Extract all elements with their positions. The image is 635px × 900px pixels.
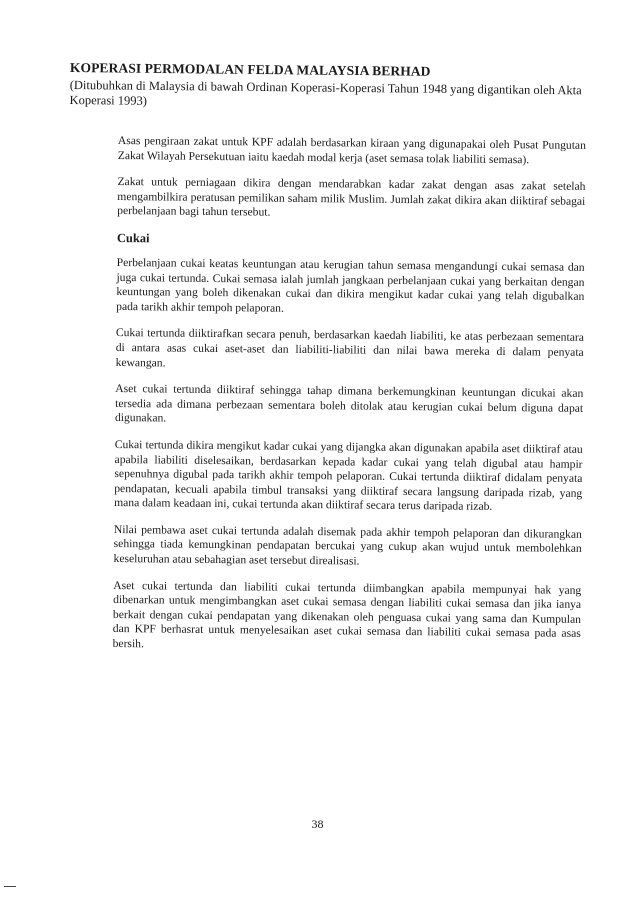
cukai-paragraph-4: Cukai tertunda dikira mengikut kadar cukai yang dijangka akan digunakan apabila aset diiktiraf atau apabila liabiliti diselesaikan, berdasarkan kepada kadar cukai yang telah digubal atau hampir sepenuhnya digubal pada tarikh akhir tempoh pelaporan. Cukai tertunda diiktiraf didalam penyata pendapatan, kecuali apabila timbul transaksi yang diiktiraf secara langsung daripada rizab, yang mana dalam keadaan ini, cukai tertunda akan diiktiraf secara terus daripada rizab. <box>114 437 583 514</box>
cukai-paragraph-5: Nilai pembawa aset cukai tertunda adalah disemak pada akhir tempoh pelaporan dan dikurangkan sehingga tiada kemungkinan pendapatan bercukai yang cukup akan wujud untuk membolehkan keseluruhan atau sebahagian aset tersebut direalisasi. <box>113 522 582 568</box>
zakat-paragraph-2: Zakat untuk perniagaan dikira dengan mendarabkan kadar zakat dengan asas zakat setelah mengambilkira peratusan pemilikan saham milik Muslim. Jumlah zakat dikira akan diiktiraf sebagai perbelanjaan bagi tahun tersebut. <box>117 175 586 219</box>
company-subtitle: (Ditubuhkan di Malaysia di bawah Ordinan Koperasi-Koperasi Tahun 1948 yang digantikan oleh Akta Koperasi 1993) <box>69 77 582 108</box>
company-title: KOPERASI PERMODALAN FELDA MALAYSIA BERHAD <box>69 60 431 79</box>
cukai-paragraph-2: Cukai tertunda diiktirafkan secara penuh, berdasarkan kaedah liabiliti, ke atas perbezaan sementara di antara asas cukai aset-aset dan liabiliti-liabiliti dan nilai bawa mereka di dalam penyata kewangan. <box>115 326 584 370</box>
scan-edge-mark <box>4 886 16 887</box>
page-number: 38 <box>311 817 324 831</box>
section-heading-cukai: Cukai <box>116 230 150 246</box>
document-body <box>112 134 586 668</box>
cukai-paragraph-6: Aset cukai tertunda dan liabiliti cukai tertunda diimbangkan apabila mempunyai hak yang dibenarkan untuk mengimbangkan aset cukai semasa dengan liabiliti cukai semasa dan jika ianya berkait dengan cukai pendapatan yang dikenakan oleh penguasa cukai yang sama dan Kumpulan dan KPF berhasrat untuk menyelesaikan aset cukai semasa dan liabiliti cukai semasa pada asas bersih. <box>112 578 582 651</box>
cukai-paragraph-1: Perbelanjaan cukai keatas keuntungan atau kerugian tahun semasa mengandungi cukai semasa dan juga cukai tertunda. Cukai semasa ialah jumlah jangkaan perbelanjaan cukai yang berkaitan dengan keuntungan yang boleh dikenakan cukai dan dikira mengikut kadar cukai yang telah digubalkan pada tarikh akhir tempoh pelaporan. <box>116 255 585 315</box>
zakat-paragraph-1: Asas pengiraan zakat untuk KPF adalah berdasarkan kiraan yang digunapakai oleh Pusat Pungutan Zakat Wilayah Persekutuan iaitu kaedah modal kerja (aset semasa tolak liabiliti semasa). <box>117 134 586 166</box>
cukai-paragraph-3: Aset cukai tertunda diiktiraf sehingga tahap dimana berkemungkinan keuntungan dicukai akan tersedia ada dimana perbezaan sementara boleh ditolak atau kerugian cukai belum diguna dapat digunakan. <box>114 382 584 425</box>
document-header <box>69 60 589 113</box>
